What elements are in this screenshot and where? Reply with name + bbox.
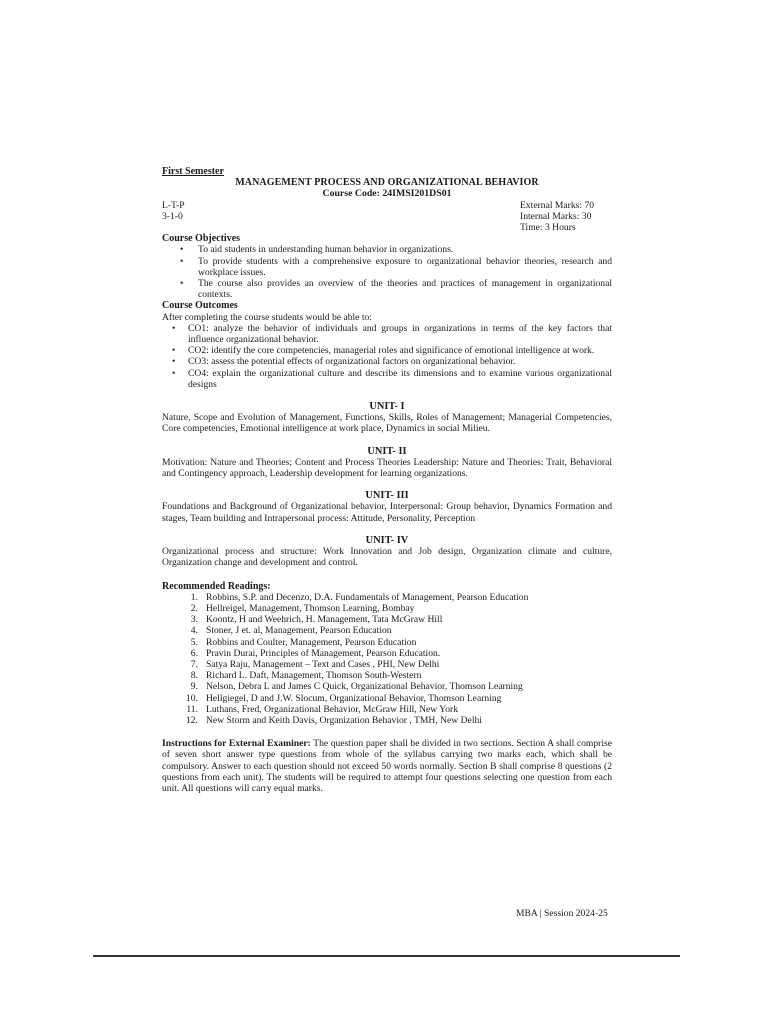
ltp-label: L-T-P xyxy=(162,199,185,211)
unit-4-text: Organizational process and structure: Work Innovation and Job design, Organization climate and culture, Organization change and development and control. xyxy=(162,546,612,569)
objectives-list xyxy=(162,244,612,300)
footer-divider xyxy=(93,955,680,957)
list-item: 10. Hellgiegel, D and J.W. Slocum, Organizational Behavior, Thomson Learning xyxy=(186,692,502,704)
unit-1-heading: UNIT- I xyxy=(369,401,405,413)
list-item: • CO2: identify the core competencies, managerial roles and significance of emotional intelligence at work. xyxy=(162,345,612,356)
readings-heading: Recommended Readings: xyxy=(162,580,271,592)
list-item: 12. New Storm and Keith Davis, Organization Behavior , TMH, New Delhi xyxy=(186,714,482,726)
unit-1-text: Nature, Scope and Evolution of Management, Functions, Skills, Roles of Management; Managerial Competencies, Core competencies, Emotional intelligence at work place, Dynamics in social Milieu. xyxy=(162,412,612,435)
syllabus-page xyxy=(162,166,612,794)
list-item: 1. Robbins, S.P. and Decenzo, D.A. Fundamentals of Management, Pearson Education xyxy=(190,591,529,603)
meta-row-1 xyxy=(162,200,612,211)
internal-marks: Internal Marks: 30 xyxy=(520,210,592,222)
list-item: 6. Pravin Durai, Principles of Management, Pearson Education. xyxy=(190,647,441,659)
ltp-value: 3-1-0 xyxy=(162,210,183,222)
course-code: Course Code: 24IMSI201DS01 xyxy=(322,188,452,200)
list-item: 8. Richard L. Daft, Management, Thomson South-Western xyxy=(190,670,422,682)
list-item: 11. Luthans, Fred, Organizational Behavior, McGraw Hill, New York xyxy=(186,703,459,715)
objectives-heading: Course Objectives xyxy=(162,233,241,245)
meta-row-2 xyxy=(162,211,612,222)
instructions-text: The question paper shall be divided in two sections. Section A shall comprise of seven short answer type questions from whole of the syllabus carrying two marks each, which shall be compulsory. Answer to each question should not exceed 50 words normally. Section B shall comprise 8 questions (2 questions from each unit). The students will be required to attempt four questions selecting one question from each unit. All questions will carry equal marks. xyxy=(162,738,613,794)
outcomes-intro: After completing the course students would be able to: xyxy=(162,311,372,323)
list-item: • CO3: assess the potential effects of organizational factors on organizational behavior. xyxy=(162,356,612,367)
list-item: • CO4: explain the organizational culture and describe its dimensions and to examine various organizational designs xyxy=(162,368,612,390)
unit-4-heading: UNIT- IV xyxy=(365,534,409,546)
list-item: • The course also provides an overview of the theories and practices of management in organizational contexts. xyxy=(162,278,612,300)
list-item: 7. Satya Raju, Management – Text and Cases , PHI, New Delhi xyxy=(190,658,440,670)
list-item: • To aid students in understanding human behavior in organizations. xyxy=(162,244,612,255)
page-footer: MBA | Session 2024-25 xyxy=(516,908,608,919)
exam-time: Time: 3 Hours xyxy=(520,222,576,234)
list-item: 4. Stoner, J et. al, Management, Pearson Education xyxy=(190,625,392,637)
list-item: • To provide students with a comprehensive exposure to organizational behavior theories, research and workplace issues. xyxy=(162,256,612,278)
list-item: 3. Koontz, H and Weehrich, H. Management, Tata McGraw Hill xyxy=(190,614,443,626)
list-item: 5. Robbins and Coulter, Management, Pearson Education xyxy=(190,636,417,648)
semester-heading: First Semester xyxy=(162,166,224,177)
readings-list xyxy=(162,592,612,726)
course-title: MANAGEMENT PROCESS AND ORGANIZATIONAL BEHAVIOR xyxy=(235,177,539,189)
list-item: 9. Nelson, Debra L and James C Quick, Organizational Behavior, Thomson Learning xyxy=(190,681,523,693)
list-item: • CO1: analyze the behavior of individuals and groups in organizations in terms of the key factors that influence organizational behavior. xyxy=(162,323,612,345)
outcomes-heading: Course Outcomes xyxy=(162,300,238,312)
examiner-instructions xyxy=(162,738,612,794)
unit-2-text: Motivation: Nature and Theories; Content and Process Theories Leadership: Nature and Theories: Trait, Behavioral and Contingency approach, Leadership development for learning organizations. xyxy=(162,456,612,480)
instructions-label: Instructions for External Examiner: xyxy=(162,738,311,750)
outcomes-list xyxy=(162,323,612,390)
external-marks: External Marks: 70 xyxy=(520,199,595,211)
unit-3-text: Foundations and Background of Organizational behavior, Interpersonal: Group behavior, Dynamics Formation and stages, Team building and Intrapersonal process: Attitude, Personality, Perception xyxy=(162,501,612,524)
unit-2-heading: UNIT- II xyxy=(367,445,407,457)
list-item: 2. Hellreigel, Management, Thomson Learning, Bombay xyxy=(190,602,415,614)
unit-3-heading: UNIT- III xyxy=(365,490,409,502)
meta-row-3 xyxy=(162,222,612,233)
